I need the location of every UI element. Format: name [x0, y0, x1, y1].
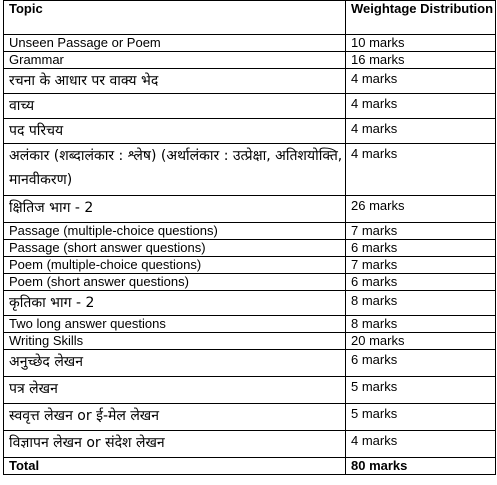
table-row	[4, 333, 496, 350]
table-row	[4, 377, 496, 404]
marks-cell: 7 marks	[346, 223, 496, 240]
total-row	[4, 458, 496, 475]
marks-cell: 20 marks	[346, 333, 496, 350]
topic-cell: Two long answer questions	[4, 316, 346, 333]
table-row	[4, 350, 496, 377]
topic-cell: Passage (multiple-choice questions)	[4, 223, 346, 240]
marks-cell: 16 marks	[346, 52, 496, 69]
marks-cell: 8 marks	[346, 291, 496, 316]
table-row	[4, 291, 496, 316]
table-body	[4, 35, 496, 475]
topic-header: Topic	[4, 1, 346, 35]
marks-cell: 4 marks	[346, 119, 496, 144]
weightage-header: Weightage Distribution	[346, 1, 496, 35]
marks-cell: 4 marks	[346, 431, 496, 458]
topic-cell: Grammar	[4, 52, 346, 69]
topic-cell: स्ववृत्त लेखन or ई-मेल लेखन	[4, 404, 346, 431]
table-row	[4, 404, 496, 431]
topic-cell: Passage (short answer questions)	[4, 240, 346, 257]
table-row	[4, 223, 496, 240]
topic-cell: Poem (short answer questions)	[4, 274, 346, 291]
table-row	[4, 35, 496, 52]
topic-cell: रचना के आधार पर वाक्य भेद	[4, 69, 346, 94]
table-row	[4, 316, 496, 333]
topic-cell: अलंकार (शब्दालंकार : श्लेष) (अर्थालंकार : उत्प्रेक्षा, अतिशयोक्ति, मानवीकरण)	[4, 144, 346, 196]
marks-cell: 6 marks	[346, 274, 496, 291]
table-row	[4, 119, 496, 144]
topic-cell: Poem (multiple-choice questions)	[4, 257, 346, 274]
marks-cell: 6 marks	[346, 240, 496, 257]
topic-cell: वाच्य	[4, 94, 346, 119]
topic-cell: Writing Skills	[4, 333, 346, 350]
topic-cell: पत्र लेखन	[4, 377, 346, 404]
header-row	[4, 1, 496, 35]
topic-cell: क्षितिज भाग - 2	[4, 196, 346, 223]
table-row	[4, 240, 496, 257]
weightage-table	[3, 0, 496, 475]
marks-cell: 5 marks	[346, 404, 496, 431]
marks-cell: 6 marks	[346, 350, 496, 377]
total-marks: 80 marks	[346, 458, 496, 475]
topic-cell: विज्ञापन लेखन or संदेश लेखन	[4, 431, 346, 458]
table-row	[4, 196, 496, 223]
table-row	[4, 69, 496, 94]
marks-cell: 10 marks	[346, 35, 496, 52]
topic-cell: अनुच्छेद लेखन	[4, 350, 346, 377]
table-row	[4, 144, 496, 196]
table-row	[4, 431, 496, 458]
table-row	[4, 257, 496, 274]
marks-cell: 4 marks	[346, 144, 496, 196]
table-row	[4, 94, 496, 119]
marks-cell: 4 marks	[346, 94, 496, 119]
marks-cell: 8 marks	[346, 316, 496, 333]
table-row	[4, 274, 496, 291]
marks-cell: 5 marks	[346, 377, 496, 404]
marks-cell: 26 marks	[346, 196, 496, 223]
table-row	[4, 52, 496, 69]
topic-cell: पद परिचय	[4, 119, 346, 144]
total-label: Total	[4, 458, 346, 475]
marks-cell: 7 marks	[346, 257, 496, 274]
topic-cell: कृतिका भाग - 2	[4, 291, 346, 316]
marks-cell: 4 marks	[346, 69, 496, 94]
topic-cell: Unseen Passage or Poem	[4, 35, 346, 52]
